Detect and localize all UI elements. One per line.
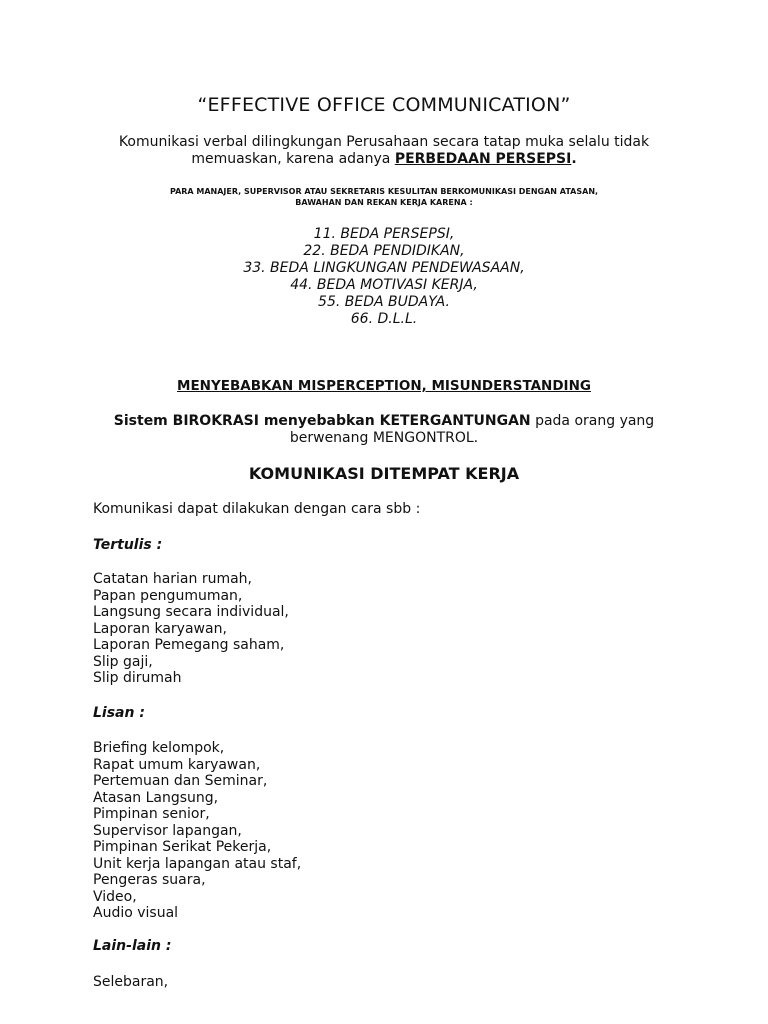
list-item: Catatan harian rumah, xyxy=(93,571,252,587)
document-title: “EFFECTIVE OFFICE COMMUNICATION” xyxy=(197,94,571,116)
lisan-list xyxy=(93,740,693,922)
reasons-list xyxy=(0,226,768,328)
intro-line-2 xyxy=(100,151,668,168)
list-item: Laporan Pemegang saham, xyxy=(93,637,285,653)
list-item: Slip gaji, xyxy=(93,653,153,670)
bureaucracy-rest: pada orang yang xyxy=(530,413,655,429)
list-item: Rapat umum karyawan, xyxy=(93,756,261,773)
manager-note-line-2: BAWAHAN DAN REKAN KERJA KARENA : xyxy=(295,198,473,207)
list-item: Video, xyxy=(93,888,137,905)
intro-period: . xyxy=(571,151,577,167)
list-item: Audio visual xyxy=(93,905,179,921)
list-item: Unit kerja lapangan atau staf, xyxy=(93,855,302,872)
section-heading: KOMUNIKASI DITEMPAT KERJA xyxy=(248,464,520,483)
bureaucracy-line-2: berwenang MENGONTROL. xyxy=(289,430,479,446)
reason-item: 33. BEDA LINGKUNGAN PENDEWASAAN, xyxy=(243,260,525,276)
list-item: Supervisor lapangan, xyxy=(93,822,242,839)
lisan-label: Lisan : xyxy=(93,705,145,721)
tertulis-label: Tertulis : xyxy=(93,537,163,553)
list-item: Langsung secara individual, xyxy=(93,604,289,620)
reason-item: 44. BEDA MOTIVASI KERJA, xyxy=(290,277,478,293)
list-item: Atasan Langsung, xyxy=(93,789,219,806)
manager-note xyxy=(100,186,668,208)
list-item: Selebaran, xyxy=(93,974,169,990)
intro-line-1: Komunikasi verbal dilingkungan Perusahaan secara tatap muka selalu tidak xyxy=(118,134,650,150)
intro-line-2-text: memuaskan, karena adanya xyxy=(191,151,395,167)
manager-note-line-1: PARA MANAJER, SUPERVISOR ATAU SEKRETARIS KESULITAN BERKOMUNIKASI DENGAN ATASAN, xyxy=(169,187,599,196)
list-item: Briefing kelompok, xyxy=(93,740,225,756)
bureaucracy-paragraph xyxy=(90,413,678,447)
list-item: Papan pengumuman, xyxy=(93,587,243,604)
intro-paragraph xyxy=(100,134,668,168)
consequence-line: MENYEBABKAN MISPERCEPTION, MISUNDERSTANDING xyxy=(177,378,591,394)
lead-sentence: Komunikasi dapat dilakukan dengan cara sbb : xyxy=(93,501,421,517)
list-item: Pertemuan dan Seminar, xyxy=(93,773,268,789)
list-item: Slip dirumah xyxy=(93,670,182,686)
lain-label: Lain-lain : xyxy=(93,938,172,954)
reason-item: 11. BEDA PERSEPSI, xyxy=(313,226,455,242)
reason-item: 66. D.L.L. xyxy=(350,311,418,327)
reason-item: 22. BEDA PENDIDIKAN, xyxy=(303,243,465,259)
list-item: Pengeras suara, xyxy=(93,872,206,888)
reason-item: 55. BEDA BUDAYA. xyxy=(318,294,450,310)
bureaucracy-emphasis: Sistem BIROKRASI menyebabkan KETERGANTUNGAN xyxy=(113,413,531,429)
list-item: Laporan karyawan, xyxy=(93,620,227,637)
bureaucracy-line-1 xyxy=(90,413,678,430)
tertulis-list xyxy=(93,571,693,687)
intro-emphasis: PERBEDAAN PERSEPSI xyxy=(394,151,572,167)
lain-list xyxy=(93,974,693,991)
list-item: Pimpinan senior, xyxy=(93,806,210,822)
list-item: Pimpinan Serikat Pekerja, xyxy=(93,839,272,855)
